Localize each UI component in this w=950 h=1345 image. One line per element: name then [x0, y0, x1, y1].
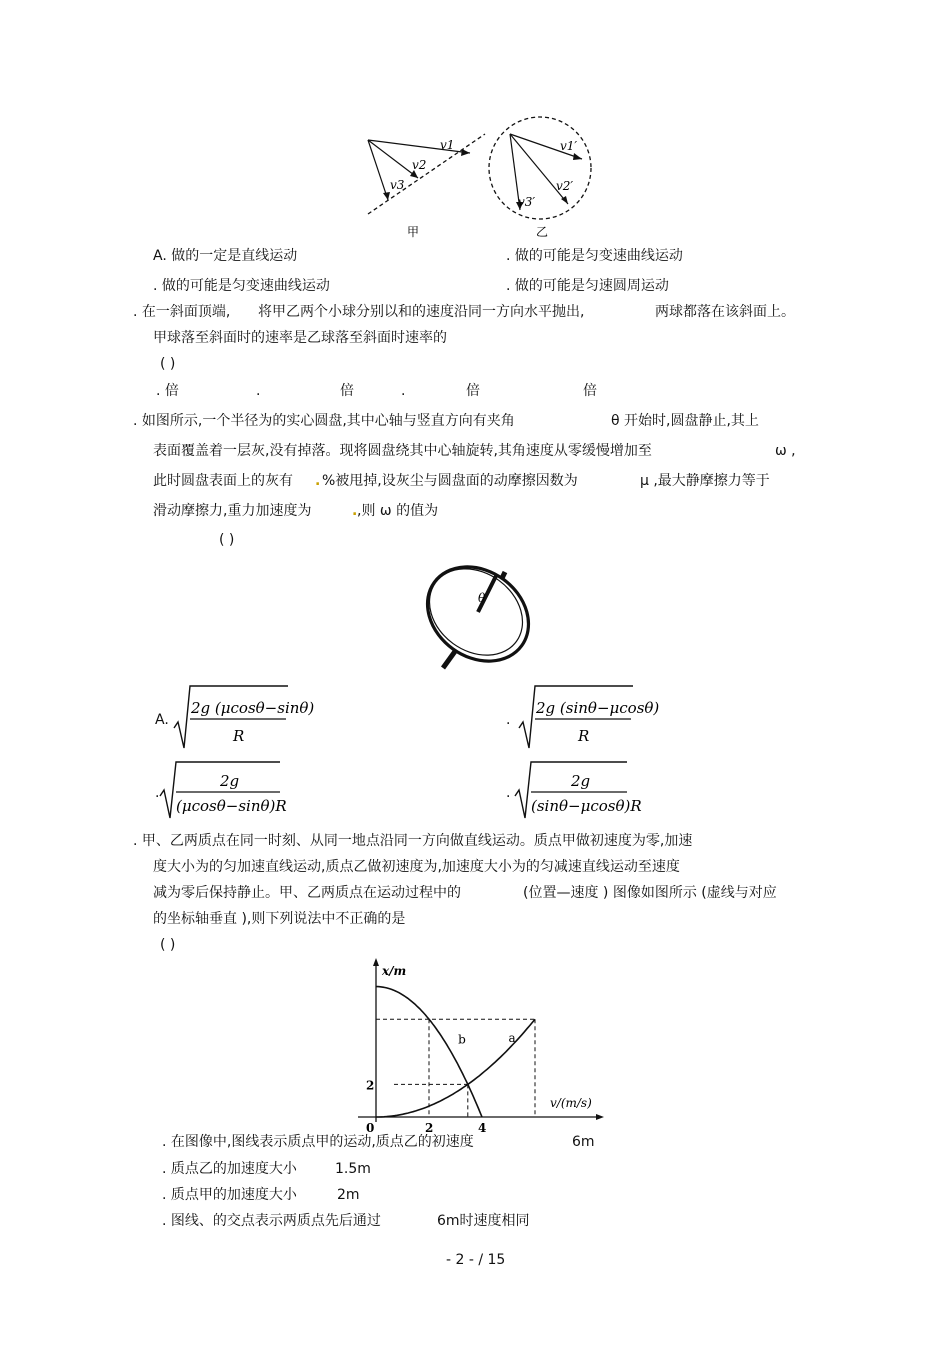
q3-line1b: θ 开始时,圆盘静止,其上 — [611, 413, 759, 429]
q3-line4b: ,则 ω 的值为 — [357, 503, 439, 519]
label-jia: 甲 — [407, 225, 420, 239]
q4-option-d: . 图线、的交点表示两质点先后通过 — [162, 1213, 381, 1229]
option-c-numerator: 2g — [220, 772, 240, 790]
q4-option-b-value: 1.5m — [335, 1161, 371, 1177]
q3-line4a: 滑动摩擦力,重力加速度为 — [153, 503, 312, 519]
q2-option-2: . — [256, 383, 261, 399]
label-v2-prime: v2′ — [556, 179, 574, 193]
label-v2: v2 — [412, 158, 427, 172]
q4-line3a: 减为零后保持静止。甲、乙两质点在运动过程中的 — [153, 885, 461, 901]
label-v1: v1 — [440, 138, 455, 152]
y-axis-arrow — [373, 958, 379, 966]
option-d-denominator: (sinθ−μcosθ)R — [531, 797, 642, 815]
q2-line1b: 将甲乙两个小球分别以和的速度沿同一方向水平抛出, — [258, 304, 585, 320]
chart-marks — [376, 987, 535, 1117]
option-a-numerator: 2g (μcosθ−sinθ) — [191, 699, 315, 717]
q3-option-c-label: . — [155, 785, 160, 801]
prev-option-c: . 做的可能是匀变速曲线运动 — [153, 278, 330, 294]
q2-line2: 甲球落至斜面时的速率是乙球落至斜面时速率的 — [153, 330, 447, 346]
page-number: - 2 - / 15 — [446, 1252, 506, 1268]
q3-line2b: ω , — [775, 443, 796, 459]
q3-line1a: . 如图所示,一个半径为的实心圆盘,其中心轴与竖直方向有夹角 — [133, 413, 515, 429]
prev-option-b: . 做的可能是匀变速曲线运动 — [506, 248, 683, 264]
q4-line4: 的坐标轴垂直 ),则下列说法中不正确的是 — [153, 911, 406, 927]
q3-option-a-label: A. — [155, 712, 169, 728]
q3-line4-dot: . — [352, 503, 358, 519]
x-tick-2: 2 — [425, 1121, 434, 1135]
q3-option-b-label: . — [506, 712, 511, 728]
q4-option-c-value: 2m — [337, 1187, 360, 1203]
q3-line3-dot: . — [315, 473, 321, 489]
label-v3: v3 — [390, 178, 405, 192]
label-v1-prime: v1′ — [560, 139, 578, 153]
x-tick-0: 0 — [366, 1121, 375, 1135]
series-a-label: a — [508, 1031, 516, 1046]
q2-option-3: . — [401, 383, 406, 399]
x-tick-4: 4 — [478, 1121, 487, 1135]
q2-option-1: . 倍 — [156, 383, 179, 399]
q3-line3b: %被甩掉,设灰尘与圆盘面的动摩擦因数为 — [322, 473, 578, 489]
option-b-numerator: 2g (sinθ−μcosθ) — [536, 699, 660, 717]
q2-line1a: . 在一斜面顶端, — [133, 304, 231, 320]
q3-option-d-label: . — [506, 785, 511, 801]
series-b-label: b — [458, 1032, 466, 1047]
q2-option-3-unit: 倍 — [466, 383, 480, 399]
option-d-numerator: 2g — [571, 772, 591, 790]
option-a-denominator: R — [233, 727, 245, 745]
x-axis-arrow — [596, 1114, 604, 1120]
q4-option-b: . 质点乙的加速度大小 — [162, 1161, 297, 1177]
y-tick-2: 2 — [366, 1078, 375, 1093]
y-axis-label: x/m — [382, 964, 407, 978]
q4-option-d-value: 6m时速度相同 — [437, 1213, 530, 1229]
q2-paren: ( ) — [160, 356, 176, 372]
option-b-denominator: R — [578, 727, 590, 745]
q4-option-a: . 在图像中,图线表示质点甲的运动,质点乙的初速度 — [162, 1134, 474, 1150]
q2-option-4-unit: 倍 — [583, 383, 597, 399]
q4-option-c: . 质点甲的加速度大小 — [162, 1187, 297, 1203]
q4-line1: . 甲、乙两质点在同一时刻、从同一地点沿同一方向做直线运动。质点甲做初速度为零,加速 — [133, 833, 693, 849]
x-axis-label: v/(m/s) — [550, 1096, 592, 1110]
q3-line3c: μ ,最大静摩擦力等于 — [640, 473, 770, 489]
q4-line2: 度大小为的匀加速直线运动,质点乙做初速度为,加速度大小为的匀减速直线运动至速度 — [153, 859, 680, 875]
label-v3-prime: v3′ — [518, 195, 536, 209]
q4-line3b: (位置—速度 ) 图像如图所示 (虚线与对应 — [523, 885, 777, 901]
label-yi: 乙 — [536, 225, 549, 239]
q4-option-a-value: 6m — [572, 1134, 595, 1150]
q3-line2a: 表面覆盖着一层灰,没有掉落。现将圆盘绕其中心轴旋转,其角速度从零缓慢增加至 — [153, 443, 652, 459]
q2-line1c: 两球都落在该斜面上。 — [655, 304, 795, 320]
option-c-denominator: (μcosθ−sinθ)R — [176, 797, 287, 815]
q3-line3a: 此时圆盘表面上的灰有 — [153, 473, 293, 489]
prev-option-d: . 做的可能是匀速圆周运动 — [506, 278, 669, 294]
q4-paren: ( ) — [160, 937, 176, 953]
q3-paren: ( ) — [219, 532, 235, 548]
prev-option-a: A. 做的一定是直线运动 — [153, 248, 298, 264]
label-theta: θ — [478, 591, 486, 605]
chart-axes — [358, 958, 604, 1122]
q2-option-2-unit: 倍 — [340, 383, 354, 399]
